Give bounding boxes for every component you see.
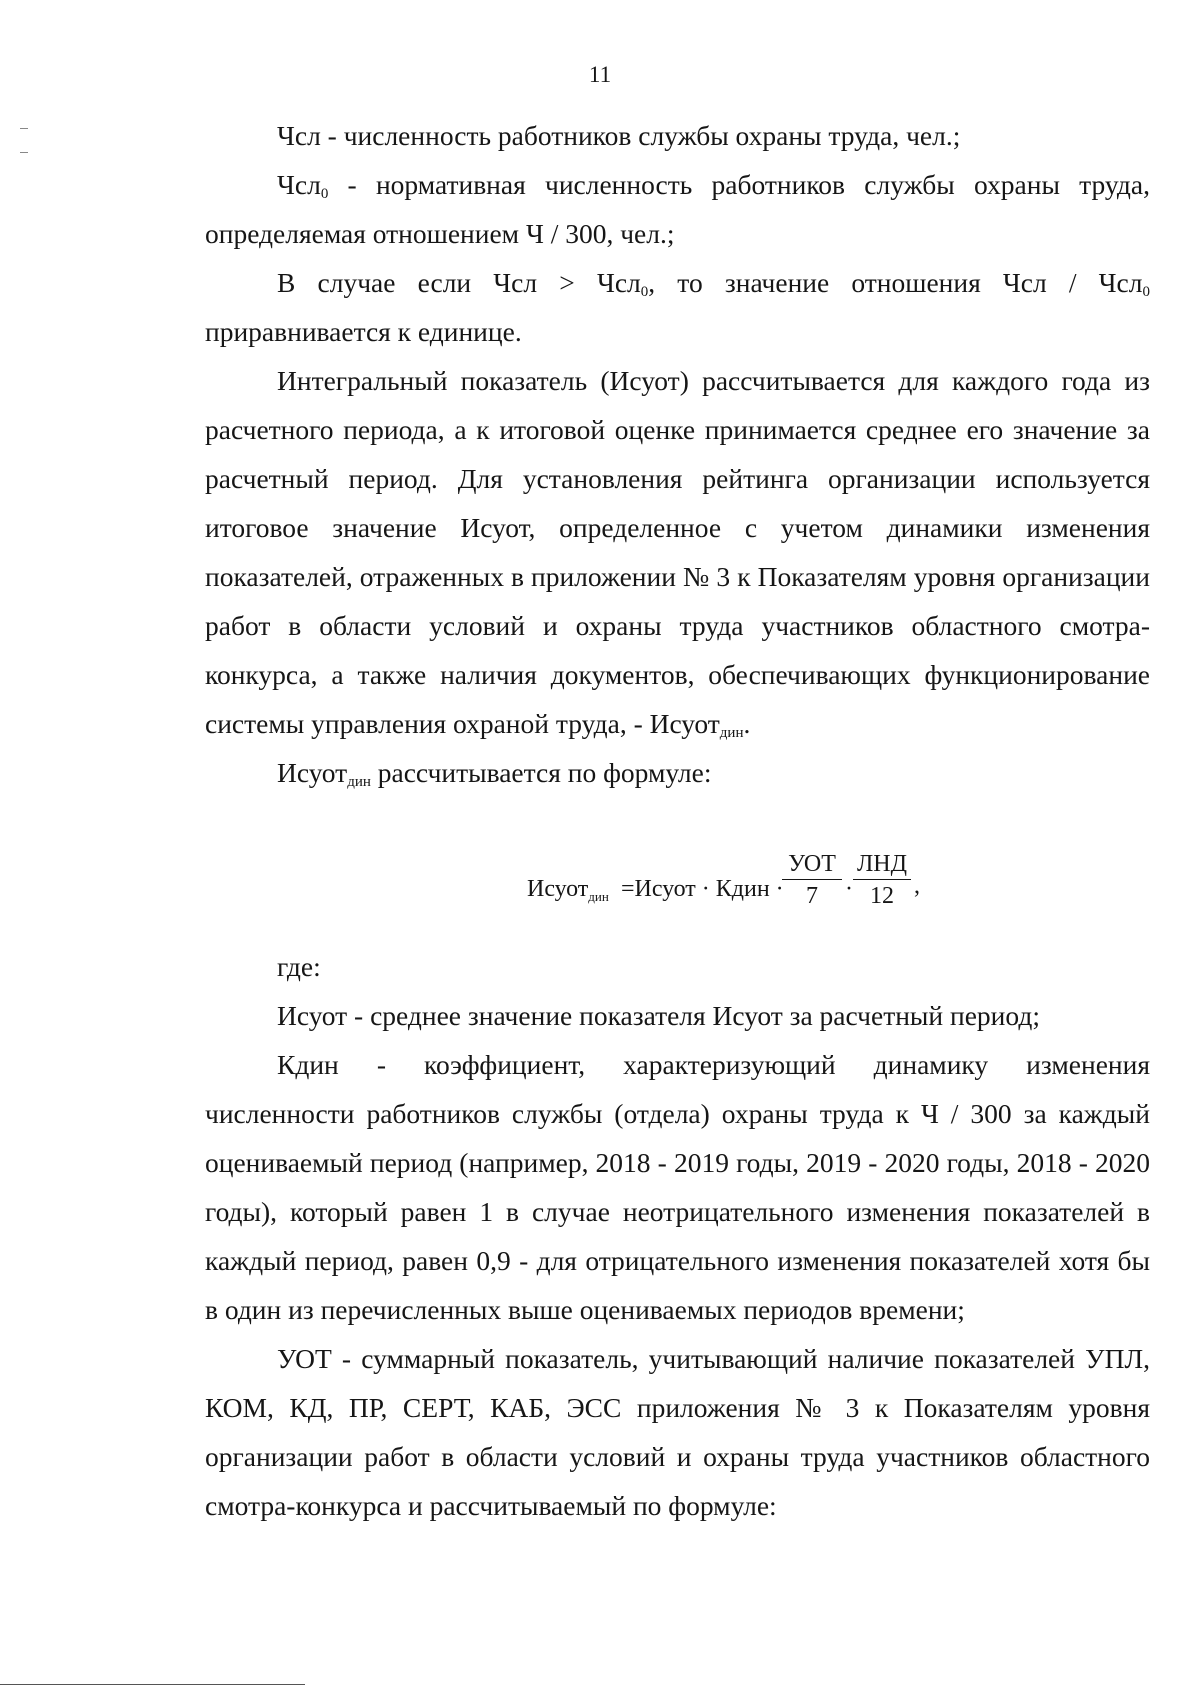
scan-mark: [20, 152, 28, 153]
paragraph-kdin-def: Кдин - коэффициент, характеризующий динамику изменения численности работников службы (отдела) охраны труда к Ч / 300 за каждый оцениваемый период (например, 2018 - 2019 годы, 2019 - 2020 годы, 2018 - 2020 годы), который равен 1 в случае неотрицательного изменения показателей в каждый период, равен 0,9 - для отрицательного изменения показателей хотя бы в один из перечисленных выше оцениваемых периодов времени;: [205, 1049, 1150, 1325]
paragraph-formula-intro: Исуот$_{дин}$ рассчитывается по формуле:: [277, 757, 712, 790]
page-number: 11: [588, 62, 612, 87]
paragraph-chsl0: Чсл$_0$ - нормативная численность работников службы охраны труда, определяемая отношением Ч / 300, чел.;: [205, 169, 1150, 249]
fraction-lnd-numerator: ЛНД: [853, 849, 911, 880]
fraction-uot-numerator: УОТ: [782, 849, 842, 880]
paragraph-isuot-def: Исуот - среднее значение показателя Исуот за расчетный период;: [277, 1000, 1040, 1031]
fraction-uot: [782, 849, 842, 910]
bottom-scan-edge: [0, 1684, 305, 1685]
paragraph-condition: В случае если Чсл > Чсл$_0$, то значение отношения Чсл / Чсл$_0$ приравнивается к единице.: [205, 267, 1150, 347]
fraction-uot-denominator: 7: [806, 883, 818, 909]
formula-comma: ,: [914, 873, 920, 899]
paragraph-uot-def: УОТ - суммарный показатель, учитывающий наличие показателей УПЛ, КОМ, КД, ПР, СЕРТ, КАБ, ЭСС приложения № 3 к Показателям уровня организации работ в области условий и охраны труда участников областного смотра-конкурса и рассчитываемый по формуле:: [205, 1343, 1150, 1521]
fraction-lnd: [853, 849, 911, 910]
formula-lhs: Исуот$_{дин}$: [527, 876, 609, 904]
upper-text-block: [205, 111, 1150, 797]
paragraph-integral: Интегральный показатель (Исуот) рассчитывается для каждого года из расчетного периода, а к итоговой оценке принимается среднее его значение за расчетный период. Для установления рейтинга организации используется итоговое значение Исуот, определенное с учетом динамики изменения показателей, отраженных в приложении № 3 к Показателям уровня организации работ в области условий и охраны труда участников областного смотра-конкурса, а также наличия документов, обеспечивающих функционирование системы управления охраной труда, - Исуот$_{дин}$.: [205, 365, 1150, 741]
formula-isuot-din: [527, 852, 927, 922]
paragraph-where: где:: [277, 951, 321, 982]
fraction-lnd-denominator: 12: [870, 883, 894, 909]
formula-rhs: =Исуот · Кдин ·: [621, 876, 784, 902]
paragraph-chsl: Чсл - численность работников службы охраны труда, чел.;: [277, 120, 961, 151]
formula-dot: ·: [845, 876, 853, 902]
lower-text-block: [205, 942, 1150, 1530]
scan-mark: [20, 128, 28, 129]
